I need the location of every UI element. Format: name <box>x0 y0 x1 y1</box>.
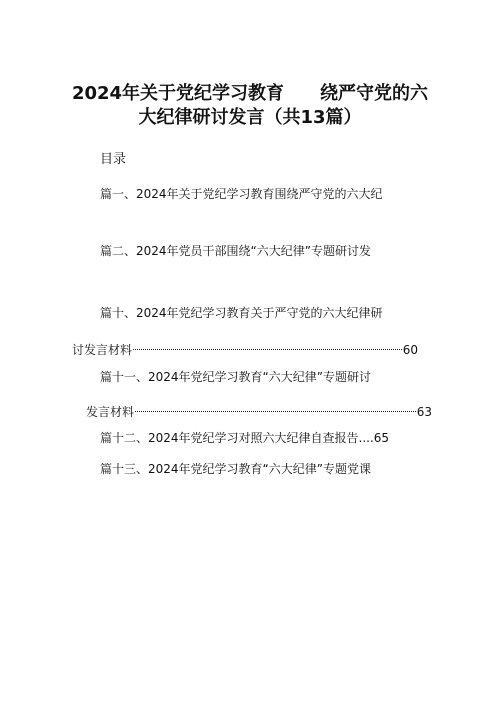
toc-entry-10-text: 讨发言材料 <box>72 343 133 357</box>
toc-entry-1[interactable]: 篇一、2024年关于党纪学习教育围绕严守党的六大纪 <box>100 187 383 201</box>
toc-heading: 目录 <box>100 152 127 167</box>
toc-entry-12[interactable]: 篇十二、2024年党纪学习对照六大纪律自查报告....65 <box>100 431 390 445</box>
title-part-2: 绕严守党的六 <box>320 83 429 104</box>
toc-entry-10-page: 60 <box>402 343 418 357</box>
toc-entry-10-continued[interactable] <box>72 336 418 359</box>
toc-entry-11-page: 63 <box>416 405 432 419</box>
document-title-line-2: 大纪律研讨发言（共13篇） <box>138 107 362 128</box>
toc-entry-11[interactable]: 篇十一、2024年党纪学习教育“六大纪律”专题研讨 <box>100 370 371 384</box>
toc-entry-13[interactable]: 篇十三、2024年党纪学习教育“六大纪律”专题党课 <box>100 462 371 476</box>
toc-entry-11-text: 发言材料 <box>86 405 135 419</box>
title-part-1: 2024年关于党纪学习教育 <box>71 83 285 104</box>
toc-entry-2[interactable]: 篇二、2024年党员干部围绕“六大纪律”专题研讨发 <box>100 244 371 258</box>
dot-leader <box>133 336 402 354</box>
dot-leader <box>135 398 416 416</box>
toc-entry-11-continued[interactable] <box>86 398 432 421</box>
toc-entry-10[interactable]: 篇十、2024年党纪学习教育关于严守党的六大纪律研 <box>100 306 383 320</box>
